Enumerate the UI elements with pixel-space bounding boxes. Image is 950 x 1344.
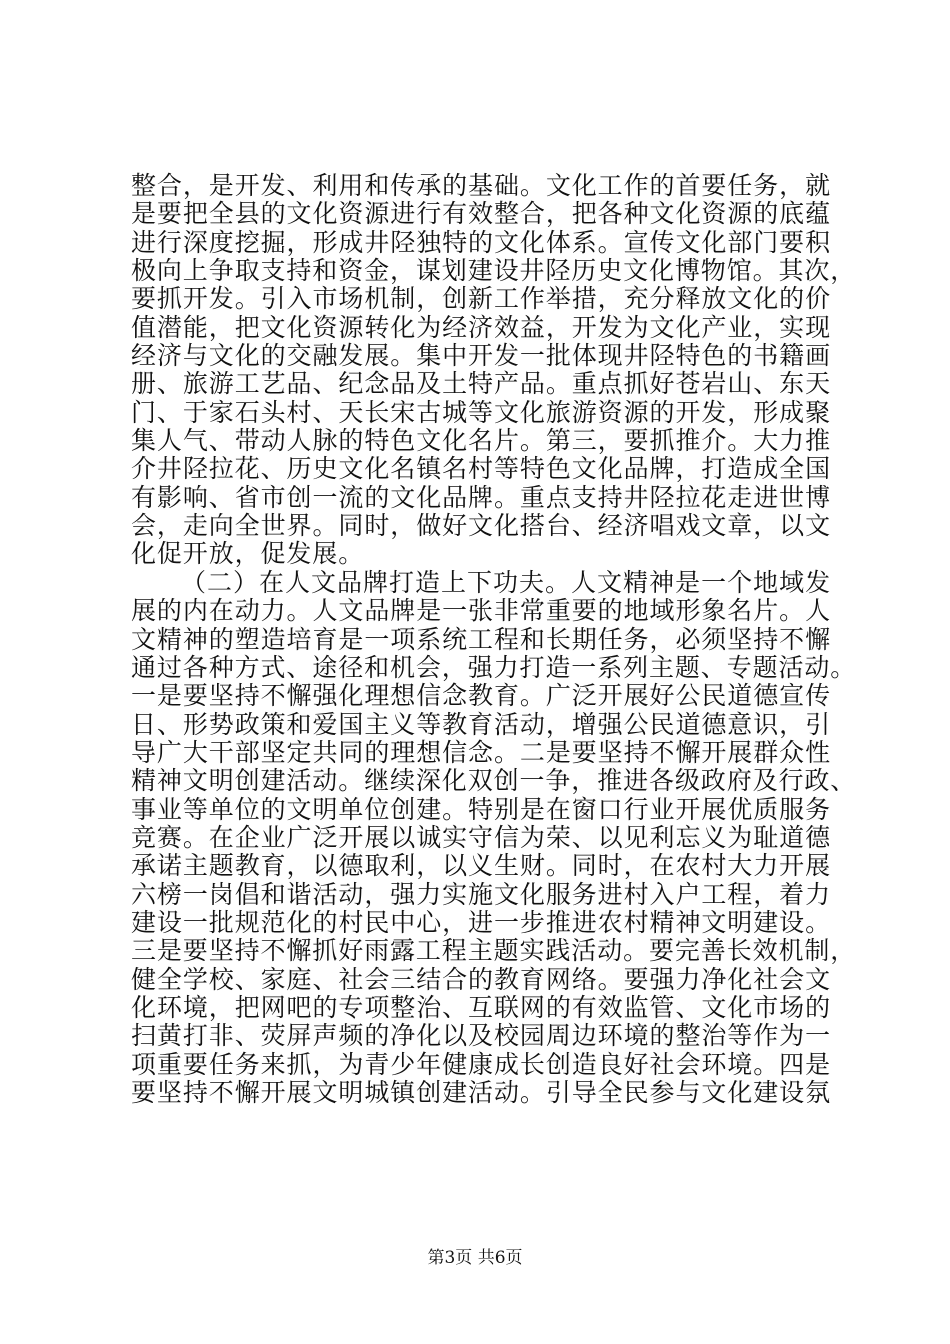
text-line: 门、于家石头村、天长宋古城等文化旅游资源的开发，形成聚 <box>131 397 831 427</box>
text-line: 健全学校、家庭、社会三结合的教育网络。要强力净化社会文 <box>131 964 831 994</box>
text-line: 日、形势政策和爱国主义等教育活动，增强公民道德意识，引 <box>131 709 831 739</box>
text-line: 是要把全县的文化资源进行有效整合，把各种文化资源的底蕴 <box>131 199 831 229</box>
text-line: 化促开放，促发展。 <box>131 539 365 569</box>
text-line: 精神文明创建活动。继续深化双创一争，推进各级政府及行政、 <box>131 766 857 796</box>
text-line: 值潜能，把文化资源转化为经济效益，开发为文化产业，实现 <box>131 312 831 342</box>
text-line: 化环境，把网吧的专项整治、互联网的有效监管、文化市场的 <box>131 992 831 1022</box>
text-line: 承诺主题教育，以德取利，以义生财。同时，在农村大力开展 <box>131 851 831 881</box>
text-line: 事业等单位的文明单位创建。特别是在窗口行业开展优质服务 <box>131 794 831 824</box>
text-line: 展的内在动力。人文品牌是一张非常重要的地域形象名片。人 <box>131 596 831 626</box>
document-body <box>131 171 857 1107</box>
text-line: 文精神的塑造培育是一项系统工程和长期任务，必须坚持不懈 <box>131 624 831 654</box>
text-line: 介井陉拉花、历史文化名镇名村等特色文化品牌，打造成全国 <box>131 454 831 484</box>
text-line: 进行深度挖掘，形成井陉独特的文化体系。宣传文化部门要积 <box>131 227 831 257</box>
text-line: 通过各种方式、途径和机会，强力打造一系列主题、专题活动。 <box>131 652 857 682</box>
text-line: 一是要坚持不懈强化理想信念教育。广泛开展好公民道德宣传 <box>131 681 831 711</box>
text-line: 整合，是开发、利用和传承的基础。文化工作的首要任务，就 <box>131 171 831 200</box>
text-line: （二）在人文品牌打造上下功夫。人文精神是一个地域发 <box>181 567 831 597</box>
text-line: 经济与文化的交融发展。集中开发一批体现井陉特色的书籍画 <box>131 341 831 371</box>
text-line: 会，走向全世界。同时，做好文化搭台、经济唱戏文章，以文 <box>131 511 831 541</box>
text-line: 册、旅游工艺品、纪念品及土特产品。重点抓好苍岩山、东天 <box>131 369 831 399</box>
text-line: 集人气、带动人脉的特色文化名片。第三，要抓推介。大力推 <box>131 426 831 456</box>
text-line: 极向上争取支持和资金，谋划建设井陉历史文化博物馆。其次， <box>131 256 857 286</box>
text-line: 导广大干部坚定共同的理想信念。二是要坚持不懈开展群众性 <box>131 737 831 767</box>
text-line: 要抓开发。引入市场机制，创新工作举措，充分释放文化的价 <box>131 284 831 314</box>
text-line: 竞赛。在企业广泛开展以诚实守信为荣、以见利忘义为耻道德 <box>131 822 831 852</box>
text-line: 三是要坚持不懈抓好雨露工程主题实践活动。要完善长效机制， <box>131 936 857 966</box>
paragraph <box>131 567 857 1108</box>
text-line: 要坚持不懈开展文明城镇创建活动。引导全民参与文化建设氛 <box>131 1078 831 1107</box>
text-line: 扫黄打非、荧屏声频的净化以及校园周边环境的整治等作为一 <box>131 1021 831 1051</box>
text-line: 建设一批规范化的村民中心，进一步推进农村精神文明建设。 <box>131 907 831 937</box>
text-line: 有影响、省市创一流的文化品牌。重点支持井陉拉花走进世博 <box>131 482 831 512</box>
paragraph <box>131 171 857 569</box>
page-footer: 第3页 共6页 <box>427 1248 523 1268</box>
text-line: 项重要任务来抓，为青少年健康成长创造良好社会环境。四是 <box>131 1049 831 1079</box>
text-line: 六榜一岗倡和谐活动，强力实施文化服务进村入户工程，着力 <box>131 879 831 909</box>
